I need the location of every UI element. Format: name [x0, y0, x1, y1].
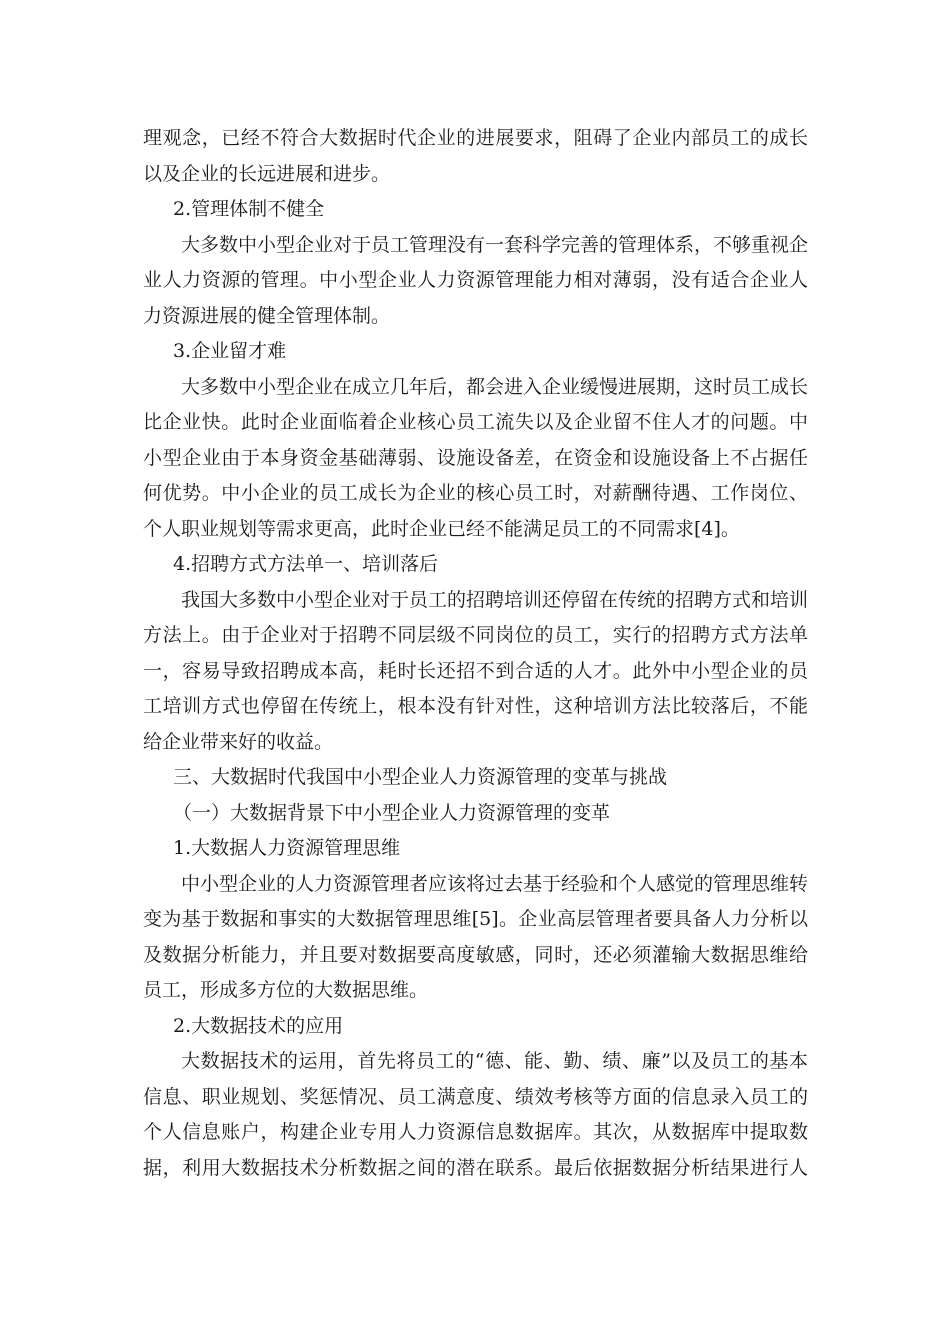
body-text-line: 力资源进展的健全管理体制。 — [143, 304, 391, 327]
body-text-line: 理观念，已经不符合大数据时代企业的进展要求，阻碍了企业内部员工的成长 — [143, 127, 808, 149]
body-text-line: 变为基于数据和事实的大数据管理思维[5]。企业高层管理者要具备人力分析以 — [143, 908, 808, 930]
body-text-line: 给企业带来好的收益。 — [143, 730, 334, 753]
body-text-line: 以及企业的长远进展和进步。 — [143, 162, 391, 185]
body-text-line: 信息、职业规划、奖惩情况、员工满意度、绩效考核等方面的信息录入员工的 — [143, 1085, 808, 1108]
paragraph-first-line: 大数据技术的运用，首先将员工的“德、能、勤、绩、廉”以及员工的基本 — [181, 1050, 808, 1072]
body-text-line: 何优势。中小企业的员工成长为企业的核心员工时，对薪酬待遇、工作岗位、 — [143, 482, 808, 504]
body-text-line: 工培训方式也停留在传统上，根本没有针对性，这种培训方法比较落后，不能 — [143, 695, 808, 717]
chapter-heading: 三、大数据时代我国中小型企业人力资源管理的变革与挑战 — [173, 766, 668, 788]
document-page — [143, 121, 808, 1186]
section-heading: 4.招聘方式方法单一、培训落后 — [173, 553, 439, 575]
section-heading: 1.大数据人力资源管理思维 — [173, 837, 401, 859]
body-text-line: 方法上。由于企业对于招聘不同层级不同岗位的员工，实行的招聘方式方法单 — [143, 624, 808, 646]
body-text-line: 业人力资源的管理。中小型企业人力资源管理能力相对薄弱，没有适合企业人 — [143, 269, 808, 291]
section-heading: 3.企业留才难 — [173, 340, 287, 362]
paragraph-first-line: 大多数中小型企业对于员工管理没有一套科学完善的管理体系，不够重视企 — [181, 233, 808, 256]
paragraph-first-line: 我国大多数中小型企业对于员工的招聘培训还停留在传统的招聘方式和培训 — [181, 588, 808, 611]
body-text-line: 小型企业由于本身资金基础薄弱、设施设备差，在资金和设施设备上不占据任 — [143, 446, 808, 469]
section-heading: 2.管理体制不健全 — [173, 198, 325, 220]
body-text-line: 个人信息账户，构建企业专用人力资源信息数据库。其次，从数据库中提取数 — [143, 1121, 808, 1143]
body-text-line: 比企业快。此时企业面临着企业核心员工流失以及企业留不住人才的问题。中 — [143, 411, 808, 433]
body-text-line: 员工，形成多方位的大数据思维。 — [143, 979, 429, 1001]
body-text-line: 据，利用大数据技术分析数据之间的潜在联系。最后依据数据分析结果进行人 — [143, 1156, 808, 1179]
section-heading: 2.大数据技术的应用 — [173, 1014, 344, 1037]
paragraph-first-line: 中小型企业的人力资源管理者应该将过去基于经验和个人感觉的管理思维转 — [181, 872, 808, 895]
body-text-line: 一，容易导致招聘成本高，耗时长还招不到合适的人才。此外中小型企业的员 — [143, 659, 808, 682]
paragraph-first-line: 大多数中小型企业在成立几年后，都会进入企业缓慢进展期，这时员工成长 — [181, 375, 808, 398]
body-text-line: 个人职业规划等需求更高，此时企业已经不能满足员工的不同需求[4]。 — [143, 517, 740, 540]
subchapter-heading: （一）大数据背景下中小型企业人力资源管理的变革 — [173, 801, 611, 824]
body-text-line: 及数据分析能力，并且要对数据要高度敏感，同时，还必须灌输大数据思维给 — [143, 943, 808, 966]
